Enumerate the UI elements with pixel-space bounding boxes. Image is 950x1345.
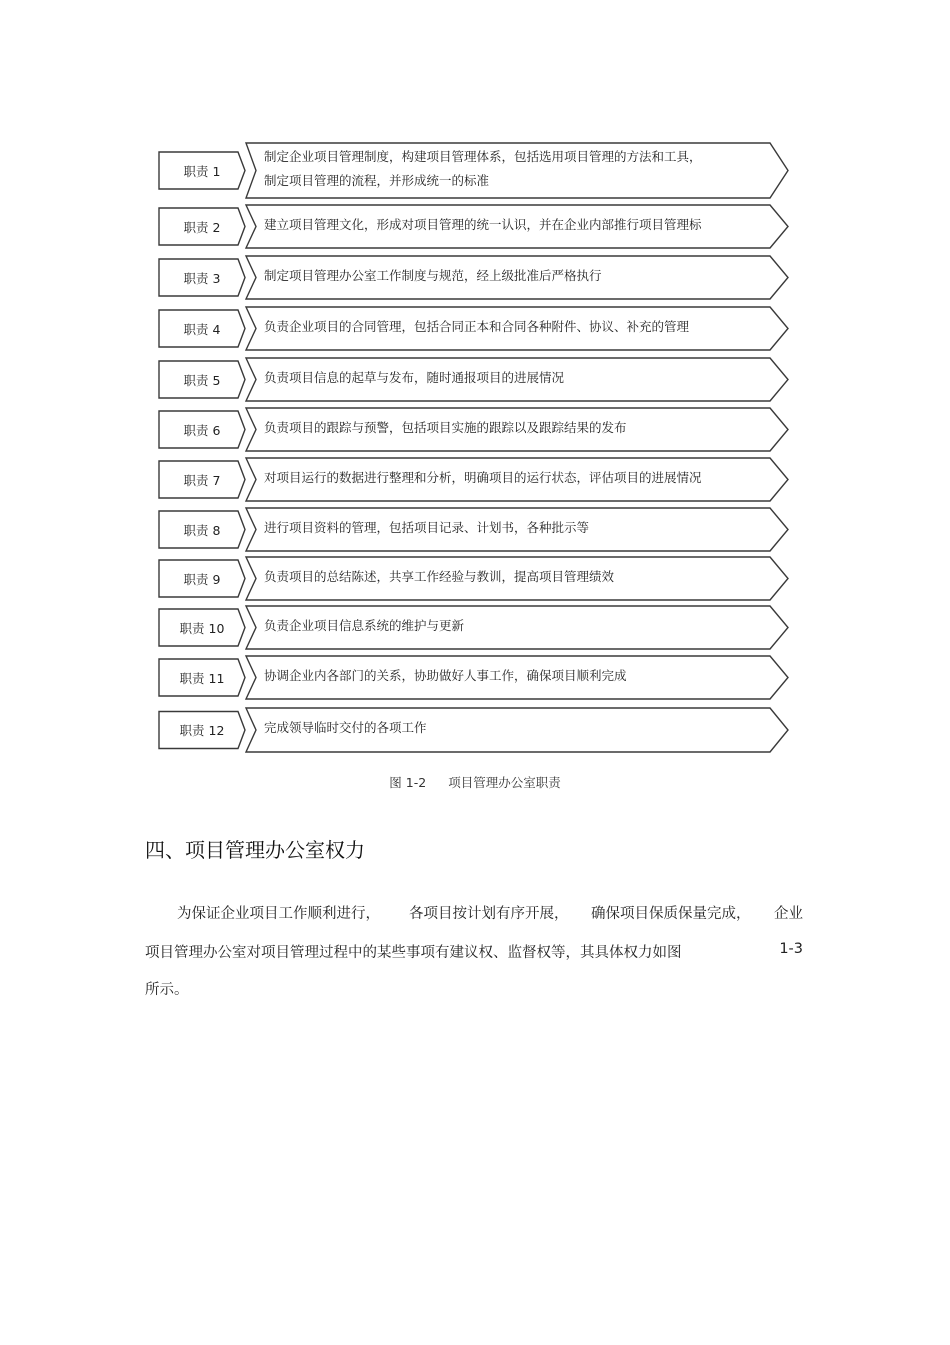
- duty-description-line: 进行项目资料的管理，包括项目记录、计划书，各种批示等: [264, 519, 590, 535]
- duty-row: [158, 707, 792, 753]
- duty-row: [158, 255, 792, 300]
- paragraph-line-1: [145, 902, 805, 922]
- paragraph-text: 项目管理办公室对项目管理过程中的某些事项有建议权、监督权等，其具体权力如图: [145, 945, 682, 961]
- duty-description: [264, 516, 734, 540]
- section-heading: 四、项目管理办公室权力: [145, 838, 365, 862]
- paragraph-text: 为保证企业项目工作顺利进行，: [177, 906, 380, 922]
- duty-description: [264, 664, 734, 688]
- figure-reference: 1-3: [779, 941, 803, 957]
- figure-caption: [0, 773, 950, 791]
- duty-description: [264, 466, 734, 490]
- duty-label: 职责 8: [183, 522, 221, 538]
- duty-description-line: 建立项目管理文化，形成对项目管理的统一认识，并在企业内部推行项目管理标: [264, 216, 702, 232]
- duty-row: [158, 457, 792, 502]
- paragraph-text: 各项目按计划有序开展，: [409, 906, 569, 922]
- duty-description-line: 制定项目管理办公室工作制度与规范，经上级批准后严格执行: [264, 267, 602, 283]
- duty-description-line: 负责项目信息的起草与发布，随时通报项目的进展情况: [264, 369, 565, 385]
- duty-description-line: 协调企业内各部门的关系，协助做好人事工作，确保项目顺利完成: [264, 667, 627, 683]
- duty-label: 职责 3: [183, 270, 221, 286]
- duty-description: [264, 614, 734, 638]
- duty-row: [158, 357, 792, 402]
- duty-label: 职责 2: [183, 219, 221, 235]
- duty-row: [158, 407, 792, 452]
- duty-label: 职责 12: [179, 723, 225, 738]
- duty-label: 职责 1: [183, 163, 221, 179]
- duty-description-line: 制定企业项目管理制度，构建项目管理体系，包括选用项目管理的方法和工具，: [264, 148, 702, 164]
- duty-row: [158, 142, 792, 199]
- duty-row: [158, 306, 792, 351]
- duty-description-line: 负责企业项目信息系统的维护与更新: [264, 617, 465, 633]
- duty-description-line: 完成领导临时交付的各项工作: [264, 720, 427, 735]
- paragraph-line-2: [145, 941, 805, 961]
- duty-description: [264, 315, 734, 339]
- duty-description: [264, 366, 734, 390]
- duty-label: 职责 4: [183, 321, 221, 337]
- caption-title: 项目管理办公室职责: [448, 775, 561, 790]
- paragraph-text: 所示。: [145, 982, 189, 998]
- duty-description-line: 对项目运行的数据进行整理和分析，明确项目的运行状态，评估项目的进展情况: [264, 469, 702, 485]
- duty-description: [264, 213, 734, 237]
- paragraph-text: 企业: [774, 906, 803, 922]
- duty-row: [158, 655, 792, 700]
- paragraph-line-3: [145, 978, 805, 998]
- duty-row: [158, 605, 792, 650]
- duty-description-line: 制定项目管理的流程，并形成统一的标准: [264, 172, 490, 188]
- duty-row: [158, 556, 792, 601]
- duty-description: [264, 565, 734, 589]
- duty-label: 职责 6: [183, 422, 221, 438]
- duty-description: [264, 264, 734, 288]
- duty-label: 职责 11: [179, 670, 225, 686]
- duty-row: [158, 204, 792, 249]
- duty-description-line: 负责企业项目的合同管理，包括合同正本和合同各种附件、协议、补充的管理: [264, 318, 690, 334]
- duty-description: [264, 416, 734, 440]
- duty-label: 职责 7: [183, 472, 221, 488]
- duty-label: 职责 10: [179, 620, 225, 636]
- duty-label: 职责 5: [183, 372, 221, 388]
- duty-description: [264, 716, 734, 740]
- duty-description-line: 负责项目的跟踪与预警，包括项目实施的跟踪以及跟踪结果的发布: [264, 419, 627, 435]
- duty-description: [264, 145, 734, 193]
- paragraph-text: 确保项目保质保量完成，: [591, 906, 751, 922]
- duty-row: [158, 507, 792, 552]
- duty-label: 职责 9: [183, 571, 221, 587]
- caption-number: 图 1-2: [389, 775, 427, 790]
- duty-description-line: 负责项目的总结陈述，共享工作经验与教训，提高项目管理绩效: [264, 568, 615, 584]
